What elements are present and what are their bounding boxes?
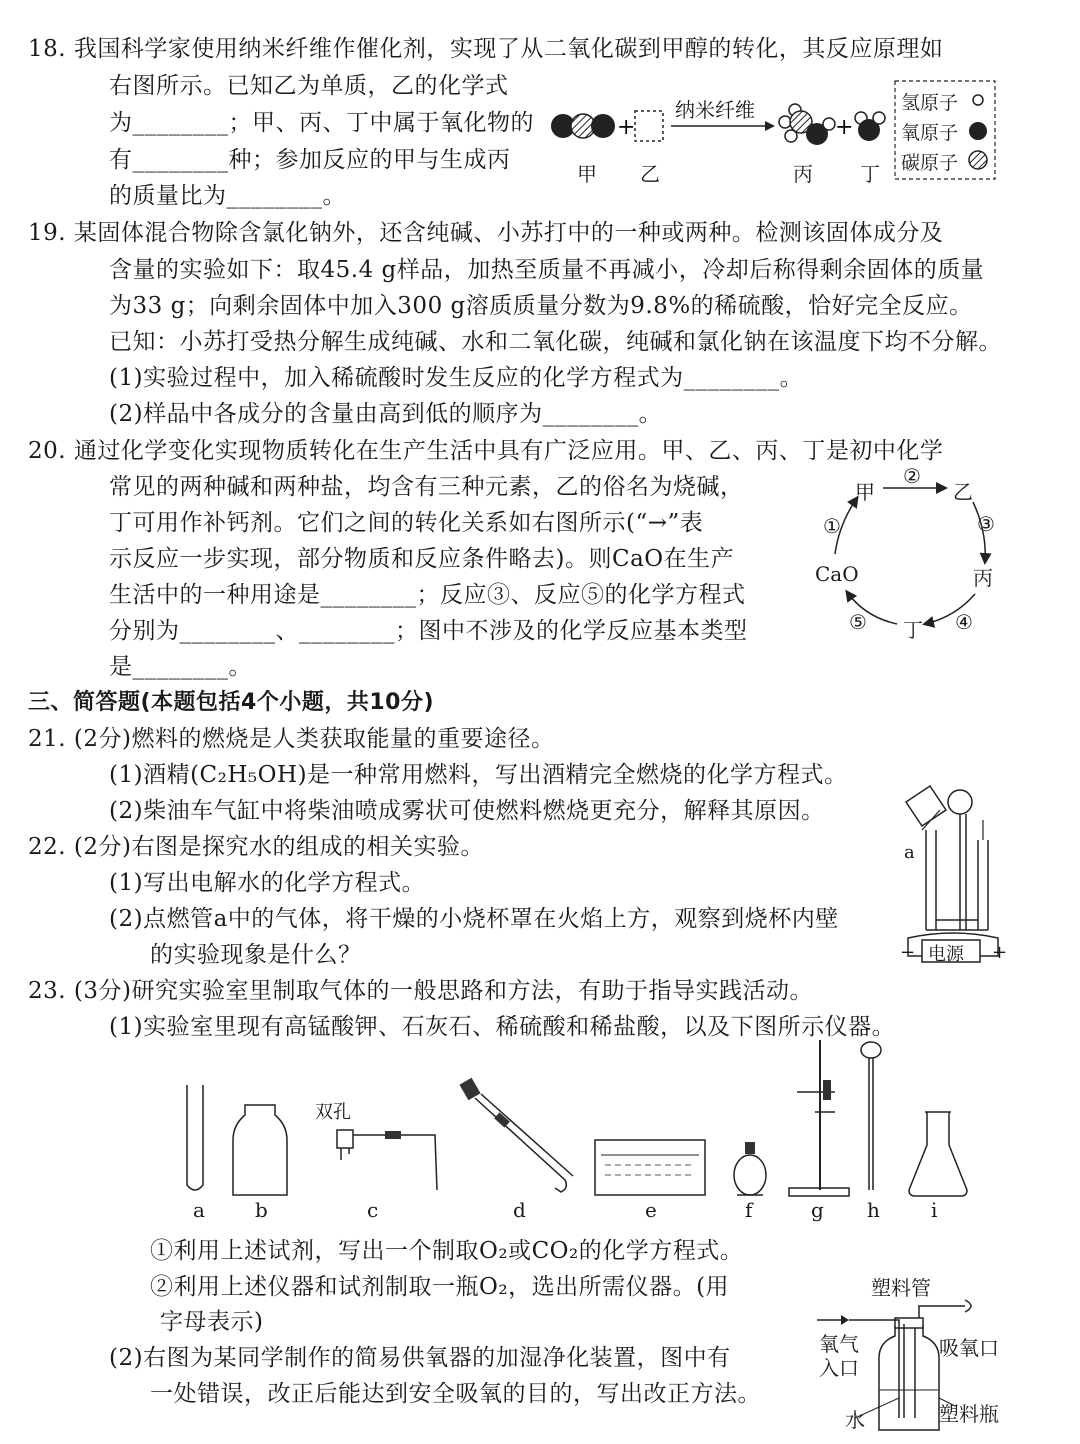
q20-line-3: 丁可用作补钙剂。它们之间的转化关系如右图所示(“→”表 — [109, 510, 704, 536]
q19-line-1: 19. 某固体混合物除含氯化钠外，还含纯碱、小苏打中的一种或两种。检测该固体成分及 — [28, 220, 944, 246]
q19-line-2: 含量的实验如下：取45.4 g样品，加热至质量不再减小，冷却后称得剩余固体的质量 — [109, 257, 985, 283]
apparatus-label-b: b — [255, 1198, 268, 1222]
legend-hydrogen: 氢原子 — [901, 92, 959, 114]
apparatus-c-note: 双孔 — [315, 1102, 351, 1123]
q19-line-5: (1)实验过程中，加入稀硫酸时发生反应的化学方程式为________。 — [109, 365, 804, 391]
q23-line-4: ②利用上述仪器和试剂制取一瓶O₂，选出所需仪器。(用 — [150, 1274, 730, 1300]
legend-oxygen: 氧原子 — [901, 122, 959, 144]
cycle-arrow-1: ① — [823, 514, 841, 538]
cycle-node-ding: 丁 — [903, 618, 923, 642]
cycle-arrow-2: ② — [903, 464, 921, 488]
q22-line-3: (2)点燃管a中的气体，将干燥的小烧杯罩在火焰上方，观察到烧杯内壁 — [109, 906, 839, 932]
q23-line-5: 字母表示) — [160, 1309, 264, 1335]
device-water-label: 水 — [845, 1408, 865, 1432]
q20-line-6: 分别为________、________；图中不涉及的化学反应基本类型 — [109, 618, 748, 644]
label-jia: 甲 — [577, 162, 597, 186]
apparatus-label-i: i — [931, 1198, 938, 1222]
apparatus-label-a: a — [193, 1198, 205, 1222]
apparatus-drawings — [175, 1040, 975, 1230]
device-outlet-label: 吸氧口 — [939, 1336, 999, 1360]
catalyst-label: 纳米纤维 — [675, 98, 755, 122]
q21-line-3: (2)柴油车气缸中将柴油喷成雾状可使燃料燃烧更充分，解释其原因。 — [109, 798, 825, 824]
label-yi: 乙 — [640, 162, 660, 186]
q19-line-6: (2)样品中各成分的含量由高到低的顺序为________。 — [109, 401, 663, 427]
cycle-node-bing: 丙 — [973, 566, 993, 590]
q18-line-4: 有________种；参加反应的甲与生成丙 — [109, 147, 511, 173]
cycle-node-yi: 乙 — [953, 480, 973, 504]
q22-line-1: 22. (2分)右图是探究水的组成的相关实验。 — [28, 834, 484, 860]
label-bing: 丙 — [793, 162, 813, 186]
device-inlet-label-1: 氧气 — [819, 1332, 859, 1356]
q20-line-4: 示反应一步实现，部分物质和反应条件略去)。则CaO在生产 — [109, 546, 735, 572]
apparatus-label-f: f — [745, 1198, 753, 1222]
tube-a-label: a — [904, 842, 915, 863]
cycle-arrow-4: ④ — [955, 610, 973, 634]
q18-line-5: 的质量比为________。 — [109, 183, 346, 209]
legend-carbon: 碳原子 — [901, 152, 959, 174]
q23-line-1: 23. (3分)研究实验室里制取气体的一般思路和方法，有助于指导实践活动。 — [28, 978, 813, 1004]
q19-line-3: 为33 g；向剩余固体中加入300 g溶质质量分数为9.8%的稀硫酸，恰好完全反应。 — [109, 293, 973, 319]
device-inlet-label-2: 入口 — [819, 1356, 859, 1380]
q19-line-4: 已知：小苏打受热分解生成纯碱、水和二氧化碳，纯碱和氯化钠在该温度下均不分解。 — [109, 329, 1002, 355]
cycle-arrow-3: ③ — [977, 512, 995, 536]
section-3-heading: 三、简答题(本题包括4个小题，共10分) — [28, 690, 435, 715]
cycle-node-jia: 甲 — [855, 480, 875, 504]
svg-text:+: + — [617, 115, 636, 140]
q18-line-2: 右图所示。已知乙为单质，乙的化学式 — [109, 73, 509, 99]
apparatus-label-d: d — [513, 1198, 526, 1222]
q22-line-4: 的实验现象是什么？ — [150, 942, 362, 968]
q20-cycle-figure — [805, 462, 1015, 642]
cycle-arrow-5: ⑤ — [849, 610, 867, 634]
q22-line-2: (1)写出电解水的化学方程式。 — [109, 870, 426, 896]
q23-line-3: ①利用上述试剂，写出一个制取O₂或CO₂的化学方程式。 — [150, 1238, 744, 1264]
q20-line-5: 生活中的一种用途是________；反应③、反应⑤的化学方程式 — [109, 582, 746, 608]
q20-line-1: 20. 通过化学变化实现物质转化在生产生活中具有广泛应用。甲、乙、丙、丁是初中化学 — [28, 438, 944, 464]
q23-device-figure — [815, 1268, 1015, 1440]
apparatus-label-c: c — [367, 1198, 379, 1222]
q18-line-3: 为________；甲、丙、丁中属于氧化物的 — [109, 110, 534, 136]
q20-line-2: 常见的两种碱和两种盐，均含有三种元素，乙的俗名为烧碱， — [109, 474, 744, 500]
q23-apparatus-figure — [175, 1040, 975, 1230]
power-label: 电源 — [928, 944, 964, 965]
q23-line-7: 一处错误，改正后能达到安全吸氧的目的，写出改正方法。 — [150, 1381, 761, 1407]
q23-line-2: (1)实验室里现有高锰酸钾、石灰石、稀硫酸和稀盐酸，以及下图所示仪器。 — [109, 1014, 896, 1040]
cycle-node-cao: CaO — [815, 562, 859, 586]
power-minus: − — [900, 942, 916, 963]
q21-line-2: (1)酒精(C₂H₅OH)是一种常用燃料，写出酒精完全燃烧的化学方程式。 — [109, 762, 848, 788]
q21-line-1: 21. (2分)燃料的燃烧是人类获取能量的重要途径。 — [28, 726, 555, 752]
device-bottle-label: 塑料瓶 — [939, 1402, 999, 1426]
q18-reaction-figure — [545, 78, 1000, 188]
apparatus-label-e: e — [645, 1198, 657, 1222]
q20-line-7: 是________。 — [109, 654, 252, 680]
apparatus-label-g: g — [811, 1198, 824, 1222]
svg-text:+: + — [835, 115, 854, 140]
apparatus-label-h: h — [867, 1198, 880, 1222]
q22-electrolysis-figure — [898, 780, 1008, 970]
q18-line-1: 18. 我国科学家使用纳米纤维作催化剂，实现了从二氧化碳到甲醇的转化，其反应原理如 — [28, 36, 944, 62]
q23-line-6: (2)右图为某同学制作的简易供氧器的加湿净化装置，图中有 — [109, 1345, 731, 1371]
power-plus: + — [992, 942, 1008, 963]
device-tube-label: 塑料管 — [871, 1276, 931, 1300]
label-ding: 丁 — [860, 162, 880, 186]
